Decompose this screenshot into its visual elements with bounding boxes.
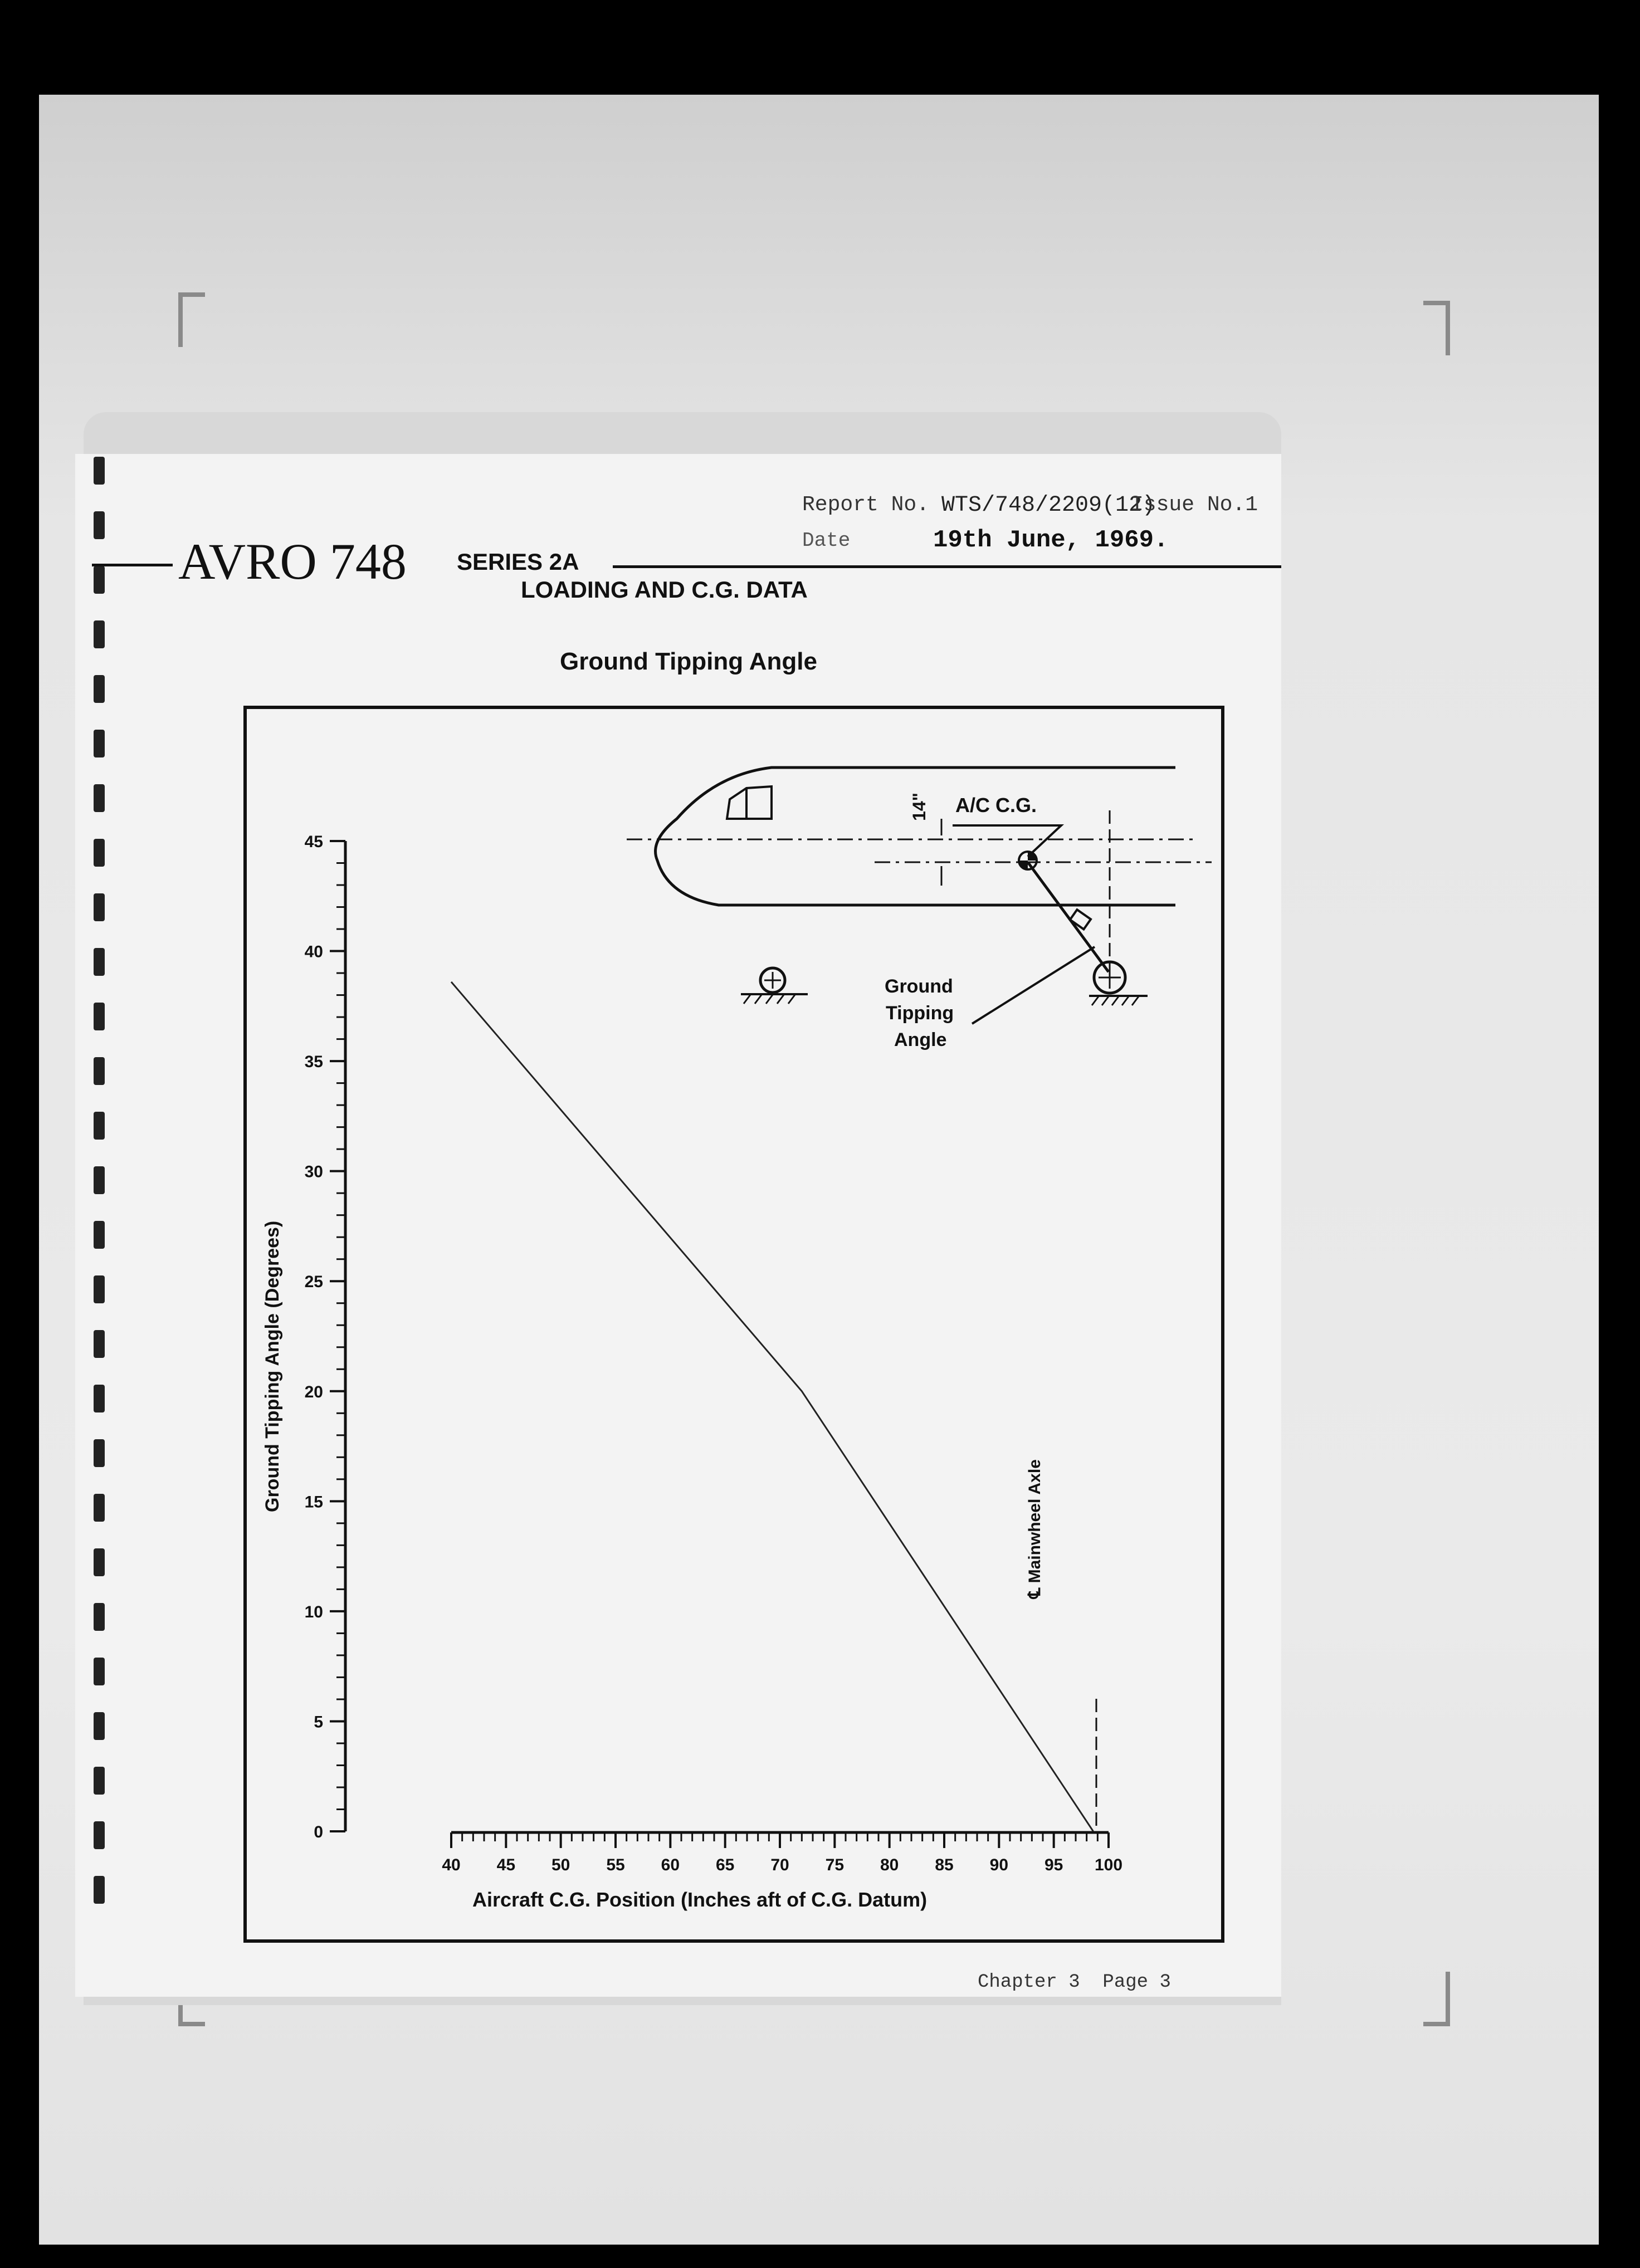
x-axis-title: Aircraft C.G. Position (Inches aft of C.G. Datum) xyxy=(472,1888,928,1911)
y-tick-label: 15 xyxy=(304,1493,323,1512)
y-tick-label: 25 xyxy=(304,1273,323,1292)
chart-frame xyxy=(245,707,1223,1941)
y-tick-label: 40 xyxy=(304,942,323,961)
brand-title: AVRO 748 xyxy=(178,533,407,590)
x-tick-label: 70 xyxy=(770,1856,789,1874)
page-reference: Chapter 3 Page 3 xyxy=(978,1972,1171,1993)
series-line xyxy=(451,982,1093,1831)
nose-ground-hatch xyxy=(744,995,795,1004)
x-tick-label: 80 xyxy=(880,1856,899,1874)
angle-label-line-3: Angle xyxy=(894,1029,947,1050)
x-tick-label: 100 xyxy=(1094,1856,1123,1874)
y-tick-label: 20 xyxy=(304,1382,323,1401)
mainwheel-axle-label: ℄ Mainwheel Axle xyxy=(1026,1459,1044,1599)
x-tick-label: 55 xyxy=(606,1856,625,1874)
x-tick-label: 95 xyxy=(1044,1856,1063,1874)
angle-leader xyxy=(972,947,1095,1024)
x-tick-label: 50 xyxy=(551,1856,570,1874)
date-label: Date xyxy=(802,529,851,552)
main-ground-hatch xyxy=(1092,996,1139,1005)
cg-symbol xyxy=(1019,852,1037,869)
y-tick-label: 45 xyxy=(304,833,323,851)
y-tick-label: 35 xyxy=(304,1053,323,1072)
section-title: LOADING AND C.G. DATA xyxy=(521,576,808,603)
chart-title: Ground Tipping Angle xyxy=(560,648,817,675)
y-tick-label: 10 xyxy=(304,1602,323,1621)
x-tick-label: 40 xyxy=(442,1856,461,1874)
x-tick-label: 90 xyxy=(989,1856,1009,1874)
y-tick-label: 5 xyxy=(314,1713,323,1732)
dimension-label: 14" xyxy=(909,793,929,821)
report-label: Report No. xyxy=(802,493,930,517)
series-label: SERIES 2A xyxy=(457,549,579,575)
x-tick-label: 65 xyxy=(715,1856,735,1874)
y-axis-title: Ground Tipping Angle (Degrees) xyxy=(262,1220,283,1512)
main-gear-leg xyxy=(1028,862,1109,972)
x-tick-label: 45 xyxy=(496,1856,516,1874)
x-tick-label: 75 xyxy=(825,1856,845,1874)
ac-cg-label: A/C C.G. xyxy=(955,794,1037,817)
cg-leader xyxy=(953,825,1061,857)
x-tick-label: 60 xyxy=(661,1856,680,1874)
issue-number: Issue No.1 xyxy=(1131,493,1258,517)
date-value: 19th June, 1969. xyxy=(933,526,1169,554)
y-tick-label: 0 xyxy=(314,1823,323,1841)
cockpit-window xyxy=(727,786,772,819)
gear-strut xyxy=(1070,910,1091,929)
x-tick-label: 85 xyxy=(935,1856,954,1874)
fuselage-outline xyxy=(656,768,1175,905)
angle-label-line-2: Tipping xyxy=(886,1003,954,1024)
angle-label-line-1: Ground xyxy=(885,976,953,997)
y-tick-label: 30 xyxy=(304,1162,323,1181)
report-number: WTS/748/2209(12) xyxy=(941,493,1156,518)
